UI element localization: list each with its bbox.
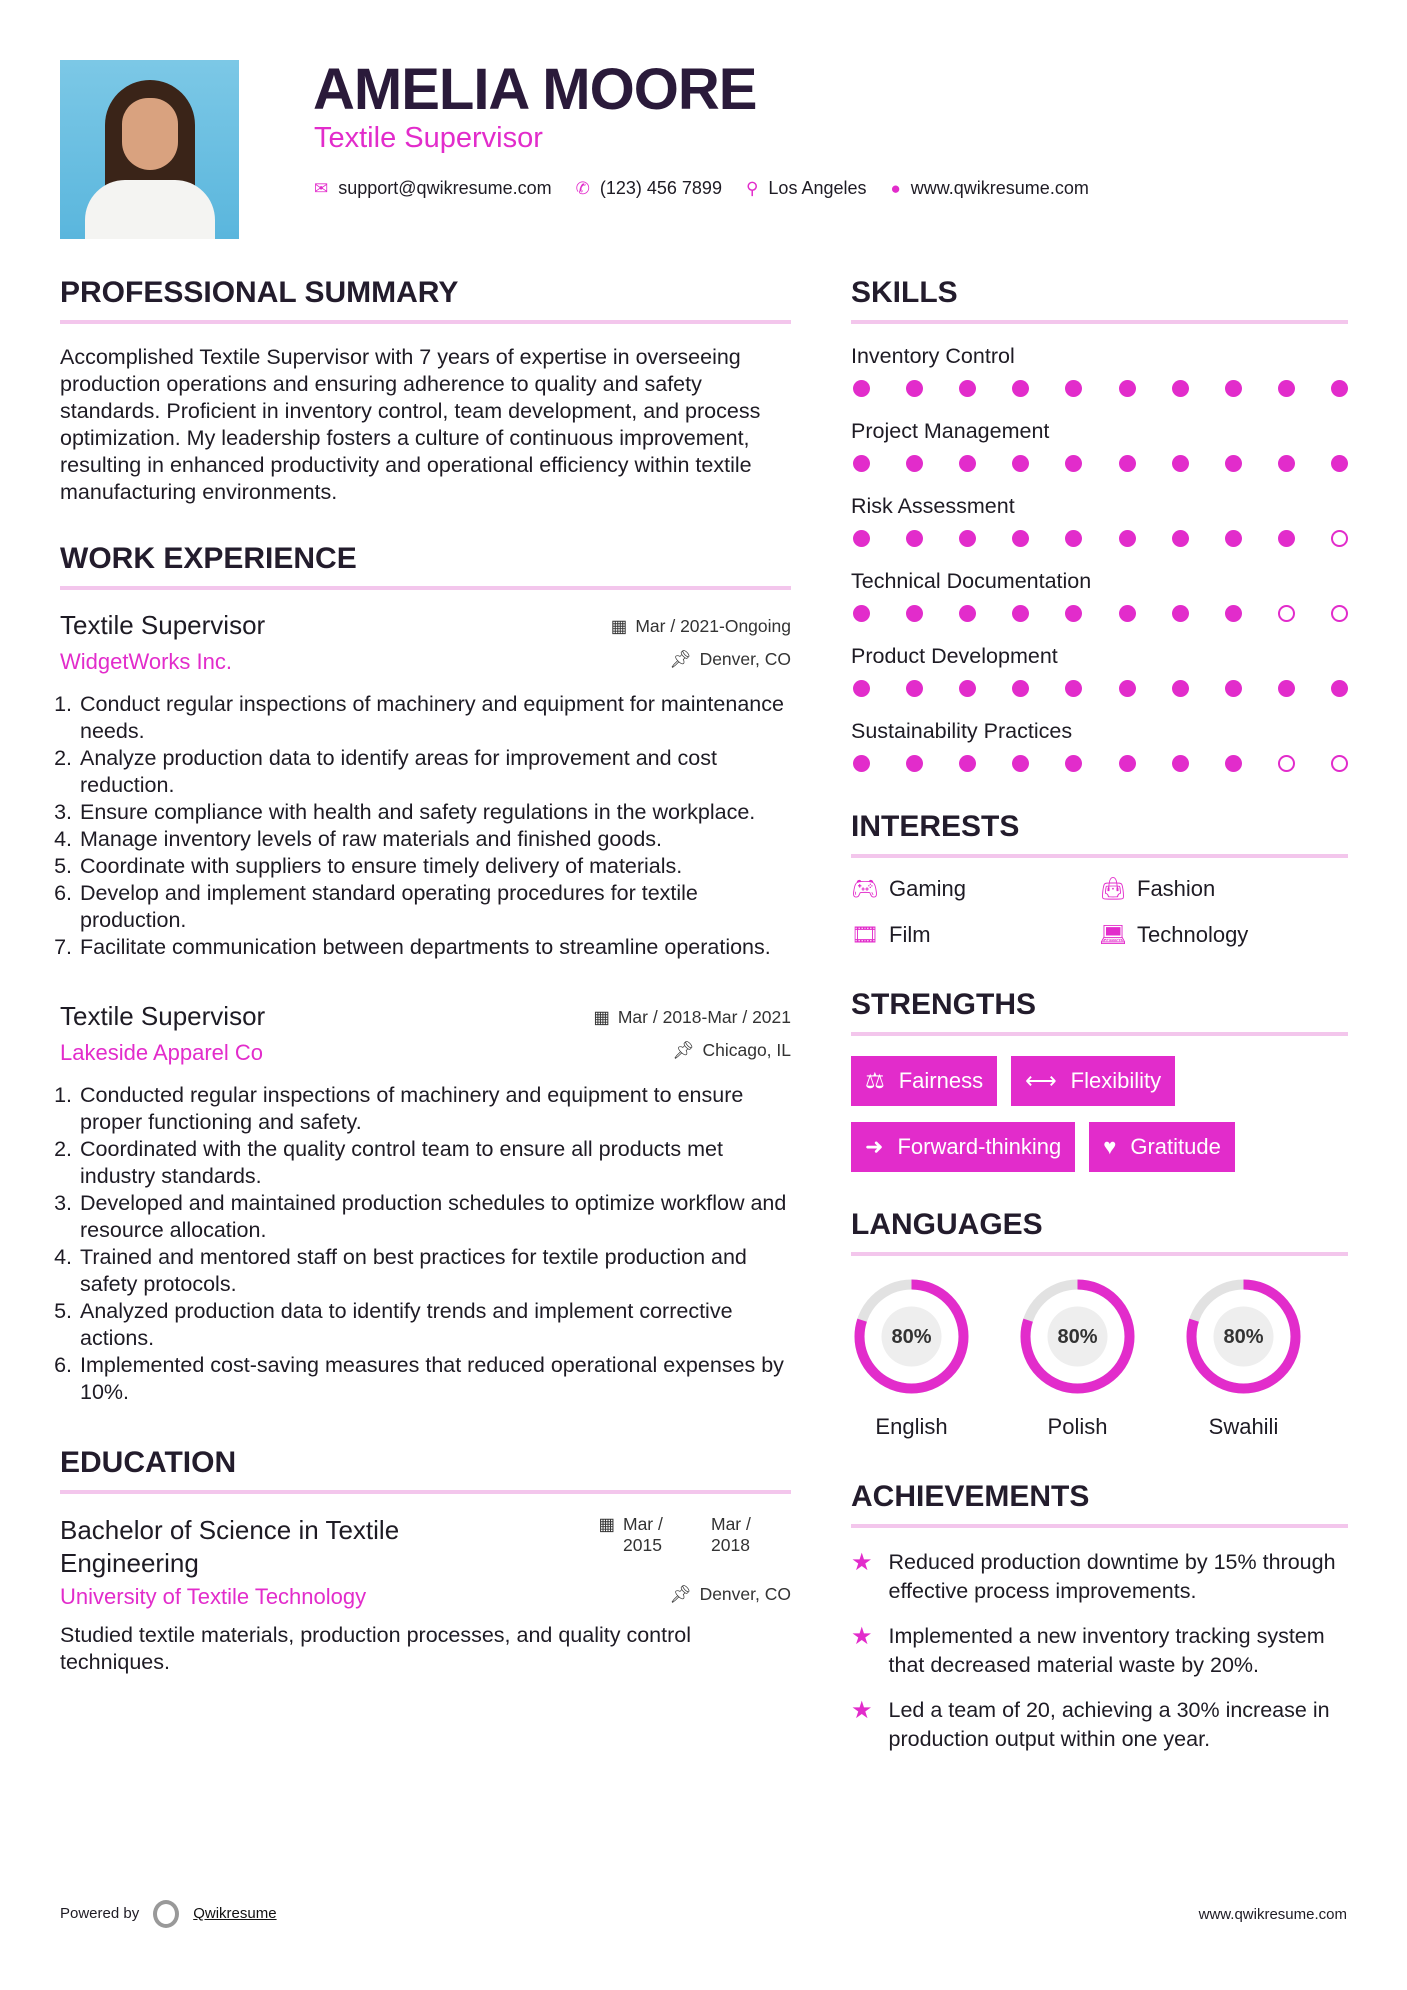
interest-item xyxy=(1099,922,1347,948)
duty-item: 7. Facilitate communication between departments to streamline operations. xyxy=(78,934,791,961)
skills-section xyxy=(851,276,1348,794)
star-icon: ★ xyxy=(851,1549,873,1576)
education-section xyxy=(60,1446,791,1676)
email-link[interactable]: support@qwikresume.com xyxy=(338,178,552,198)
achievements-section xyxy=(851,1480,1348,1754)
skill-dot xyxy=(1225,680,1242,697)
skill-dot xyxy=(906,455,923,472)
strength-label: Gratitude xyxy=(1130,1134,1221,1159)
right-column xyxy=(851,276,1348,1770)
job-title: Textile Supervisor xyxy=(60,1001,266,1031)
skill-dot xyxy=(1331,455,1348,472)
calendar-icon: ▦ xyxy=(593,1007,610,1027)
skill-dot xyxy=(959,680,976,697)
profile-photo xyxy=(60,60,239,239)
skill-dot xyxy=(1065,605,1082,622)
job-duties xyxy=(60,1082,791,1406)
duty-item: 5. Coordinate with suppliers to ensure timely delivery of materials. xyxy=(78,853,791,880)
skill-dot xyxy=(959,455,976,472)
skill-dot xyxy=(1012,455,1029,472)
interest-item xyxy=(1099,876,1347,902)
skill-dot xyxy=(853,380,870,397)
globe-icon: ● xyxy=(890,178,901,198)
skill-rating xyxy=(851,680,1348,697)
skill-item xyxy=(851,419,1348,494)
skill-dot xyxy=(959,380,976,397)
skill-dot xyxy=(1065,680,1082,697)
skill-dot xyxy=(853,755,870,772)
qwikresume-link[interactable]: Qwikresume xyxy=(193,1904,277,1922)
phone-text: (123) 456 7899 xyxy=(599,178,722,198)
language-name: Swahili xyxy=(1208,1414,1279,1439)
skill-dot xyxy=(1119,455,1136,472)
gamepad-icon: 🎮︎ xyxy=(851,876,879,901)
contact-bar xyxy=(314,178,1089,199)
skill-dot xyxy=(1172,455,1189,472)
language-percent: 80% xyxy=(1057,1326,1098,1348)
calendar-icon: ▦ xyxy=(598,1514,615,1534)
balance-scale-icon: ⚖ xyxy=(865,1068,885,1093)
job-location: Denver, CO xyxy=(699,649,791,669)
skill-rating xyxy=(851,605,1348,622)
skill-dot xyxy=(1119,755,1136,772)
achievement-item xyxy=(851,1548,1348,1606)
skill-rating xyxy=(851,755,1348,772)
duty-item: 3. Ensure compliance with health and safety regulations in the workplace. xyxy=(78,799,791,826)
strengths-section xyxy=(851,988,1348,1172)
language-donut xyxy=(1017,1276,1138,1397)
experience-section xyxy=(60,542,791,1406)
skill-name: Project Management xyxy=(851,419,1050,443)
skill-dot xyxy=(1331,680,1348,697)
strength-label: Fairness xyxy=(898,1068,984,1093)
interest-item xyxy=(851,876,1099,902)
interests-section xyxy=(851,810,1348,948)
school-name: University of Textile Technology xyxy=(60,1584,367,1609)
skill-dot xyxy=(1119,605,1136,622)
skill-dot xyxy=(906,380,923,397)
job-title: Textile Supervisor xyxy=(60,610,266,640)
interest-label: Film xyxy=(889,922,931,947)
film-icon: 🎞︎ xyxy=(851,922,879,947)
arrow-right-icon: ➜ xyxy=(865,1134,884,1159)
laptop-icon: 💻︎ xyxy=(1099,922,1127,947)
language-percent: 80% xyxy=(1223,1326,1264,1348)
skill-item xyxy=(851,644,1348,719)
section-heading: SKILLS xyxy=(851,276,1348,324)
map-marker-icon: ⚲ xyxy=(745,178,759,198)
skill-dot xyxy=(1012,380,1029,397)
job-entry xyxy=(60,1001,791,1406)
skill-dot xyxy=(1065,380,1082,397)
skill-item xyxy=(851,344,1348,419)
skill-dot xyxy=(959,530,976,547)
interest-label: Gaming xyxy=(889,876,967,901)
footer xyxy=(60,1900,1347,1928)
skill-dot xyxy=(1225,380,1242,397)
skill-name: Technical Documentation xyxy=(851,569,1092,593)
section-heading: INTERESTS xyxy=(851,810,1348,858)
duty-item: 2. Coordinated with the quality control team to ensure all products met industry standards. xyxy=(78,1136,791,1190)
edu-start: Mar / 2015 xyxy=(623,1514,663,1555)
skill-item xyxy=(851,494,1348,569)
duty-item: 4. Manage inventory levels of raw materials and finished goods. xyxy=(78,826,791,853)
section-heading: EDUCATION xyxy=(60,1446,791,1494)
skill-dot xyxy=(1012,680,1029,697)
achievement-text: Implemented a new inventory tracking system that decreased material waste by 20%. xyxy=(888,1624,1325,1677)
skill-dot xyxy=(1065,530,1082,547)
interest-item xyxy=(851,922,1099,948)
language-item xyxy=(1017,1276,1138,1440)
skill-dot xyxy=(906,680,923,697)
achievement-item xyxy=(851,1622,1348,1680)
skill-name: Risk Assessment xyxy=(851,494,1015,518)
skill-dot xyxy=(1331,605,1348,622)
achievement-item xyxy=(851,1696,1348,1754)
skill-dot xyxy=(1172,605,1189,622)
skill-dot xyxy=(1119,530,1136,547)
edu-location: Denver, CO xyxy=(699,1584,791,1604)
skill-dot xyxy=(1172,755,1189,772)
language-name: English xyxy=(875,1414,948,1439)
strength-label: Forward-thinking xyxy=(897,1134,1062,1159)
pin-icon: 📌︎ xyxy=(669,1584,692,1604)
language-name: Polish xyxy=(1047,1414,1108,1439)
summary-section xyxy=(60,276,791,506)
skill-name: Inventory Control xyxy=(851,344,1015,368)
skill-dot xyxy=(1172,530,1189,547)
duty-item: 4. Trained and mentored staff on best practices for textile production and safety protocols. xyxy=(78,1244,791,1298)
skill-dot xyxy=(1278,530,1295,547)
education-text: Studied textile materials, production processes, and quality control techniques. xyxy=(60,1623,692,1674)
skill-dot xyxy=(1065,755,1082,772)
skill-dot xyxy=(853,680,870,697)
skill-dot xyxy=(1278,755,1295,772)
skill-name: Product Development xyxy=(851,644,1058,668)
skill-name: Sustainability Practices xyxy=(851,719,1073,743)
candidate-name: AMELIA MOORE xyxy=(313,57,757,122)
strength-tag xyxy=(851,1056,997,1106)
skill-dot xyxy=(853,455,870,472)
phone-icon: ✆ xyxy=(575,178,590,198)
duty-item: 1. Conduct regular inspections of machinery and equipment for maintenance needs. xyxy=(78,691,791,745)
strength-tag xyxy=(1089,1122,1235,1172)
skill-dot xyxy=(1278,380,1295,397)
skill-dot xyxy=(853,530,870,547)
company-name: Lakeside Apparel Co xyxy=(60,1040,264,1065)
skill-dot xyxy=(1012,755,1029,772)
skill-dot xyxy=(1225,755,1242,772)
skill-dot xyxy=(1278,455,1295,472)
skill-dot xyxy=(1225,455,1242,472)
skill-dot xyxy=(1172,680,1189,697)
skill-dot xyxy=(906,755,923,772)
skill-dot xyxy=(1225,605,1242,622)
company-name: WidgetWorks Inc. xyxy=(60,649,232,674)
edu-end: Mar / 2018 xyxy=(711,1514,751,1555)
achievement-text: Reduced production downtime by 15% through effective process improvements. xyxy=(888,1550,1336,1603)
skill-item xyxy=(851,569,1348,644)
skill-dot xyxy=(1225,530,1242,547)
language-item xyxy=(851,1276,972,1440)
job-date: Mar / 2021-Ongoing xyxy=(635,616,791,636)
skill-dot xyxy=(1331,530,1348,547)
section-heading: STRENGTHS xyxy=(851,988,1348,1036)
skill-dot xyxy=(1012,530,1029,547)
duty-item: 2. Analyze production data to identify areas for improvement and cost reduction. xyxy=(78,745,791,799)
skill-dot xyxy=(1278,605,1295,622)
achievement-text: Led a team of 20, achieving a 30% increase in production output within one year. xyxy=(888,1698,1330,1751)
duty-item: 6. Implemented cost-saving measures that reduced operational expenses by 10%. xyxy=(78,1352,791,1406)
pin-icon: 📌︎ xyxy=(672,1040,695,1060)
qwikresume-logo-icon xyxy=(153,1900,179,1928)
pin-icon: 📌︎ xyxy=(669,649,692,669)
skill-dot xyxy=(959,755,976,772)
job-duties xyxy=(60,691,791,961)
duty-item: 1. Conducted regular inspections of machinery and equipment to ensure proper functioning and safety. xyxy=(78,1082,791,1136)
skill-dot xyxy=(1331,380,1348,397)
skill-dot xyxy=(1331,755,1348,772)
skill-dot xyxy=(1065,455,1082,472)
skill-dot xyxy=(1172,380,1189,397)
job-date: Mar / 2018-Mar / 2021 xyxy=(617,1007,791,1027)
duty-item: 3. Developed and maintained production schedules to optimize workflow and resource allocation. xyxy=(78,1190,791,1244)
interest-label: Technology xyxy=(1137,922,1249,947)
interest-label: Fashion xyxy=(1137,876,1216,901)
website-link[interactable]: www.qwikresume.com xyxy=(910,178,1089,198)
skill-dot xyxy=(853,605,870,622)
star-icon: ★ xyxy=(851,1623,873,1650)
language-donut xyxy=(1183,1276,1304,1397)
skill-dot xyxy=(906,530,923,547)
section-heading: PROFESSIONAL SUMMARY xyxy=(60,276,791,324)
strength-tag xyxy=(1011,1056,1175,1106)
shopping-bag-icon: 👜︎ xyxy=(1099,876,1127,901)
skill-dot xyxy=(906,605,923,622)
skill-dot xyxy=(1278,680,1295,697)
languages-section xyxy=(851,1208,1348,1440)
duty-item: 6. Develop and implement standard operating procedures for textile production. xyxy=(78,880,791,934)
skill-rating xyxy=(851,530,1348,547)
arrows-h-icon: ⟷ xyxy=(1025,1068,1057,1093)
duty-item: 5. Analyzed production data to identify trends and implement corrective actions. xyxy=(78,1298,791,1352)
envelope-icon: ✉ xyxy=(314,178,329,198)
powered-by-text: Powered by xyxy=(60,1904,140,1922)
degree-title: Bachelor of Science in Textile Engineering xyxy=(60,1515,400,1578)
job-location: Chicago, IL xyxy=(702,1040,791,1060)
summary-text: Accomplished Textile Supervisor with 7 years of expertise in overseeing production operations and ensuring adherence to quality and safety standards. Proficient in inventory control, team development, and process optimization. My leadership fosters a culture of continuous improvement, resulting in enhanced productivity and operational efficiency within textile manufacturing environments. xyxy=(60,345,761,504)
star-icon: ★ xyxy=(851,1697,873,1724)
language-percent: 80% xyxy=(891,1326,932,1348)
language-donut xyxy=(851,1276,972,1397)
skill-rating xyxy=(851,455,1348,472)
footer-website[interactable]: www.qwikresume.com xyxy=(1198,1905,1347,1923)
skill-rating xyxy=(851,380,1348,397)
skill-dot xyxy=(1119,380,1136,397)
strength-label: Flexibility xyxy=(1070,1068,1162,1093)
strength-tag xyxy=(851,1122,1075,1172)
language-item xyxy=(1183,1276,1304,1440)
skill-dot xyxy=(1119,680,1136,697)
section-heading: WORK EXPERIENCE xyxy=(60,542,791,590)
job-entry xyxy=(60,610,791,961)
calendar-icon: ▦ xyxy=(610,616,628,636)
skill-dot xyxy=(1012,605,1029,622)
left-column xyxy=(60,276,791,1676)
location-text: Los Angeles xyxy=(768,178,867,198)
skill-item xyxy=(851,719,1348,794)
skill-dot xyxy=(959,605,976,622)
candidate-title: Textile Supervisor xyxy=(314,122,543,154)
section-heading: LANGUAGES xyxy=(851,1208,1348,1256)
section-heading: ACHIEVEMENTS xyxy=(851,1480,1348,1528)
heart-icon: ♥ xyxy=(1103,1134,1117,1159)
